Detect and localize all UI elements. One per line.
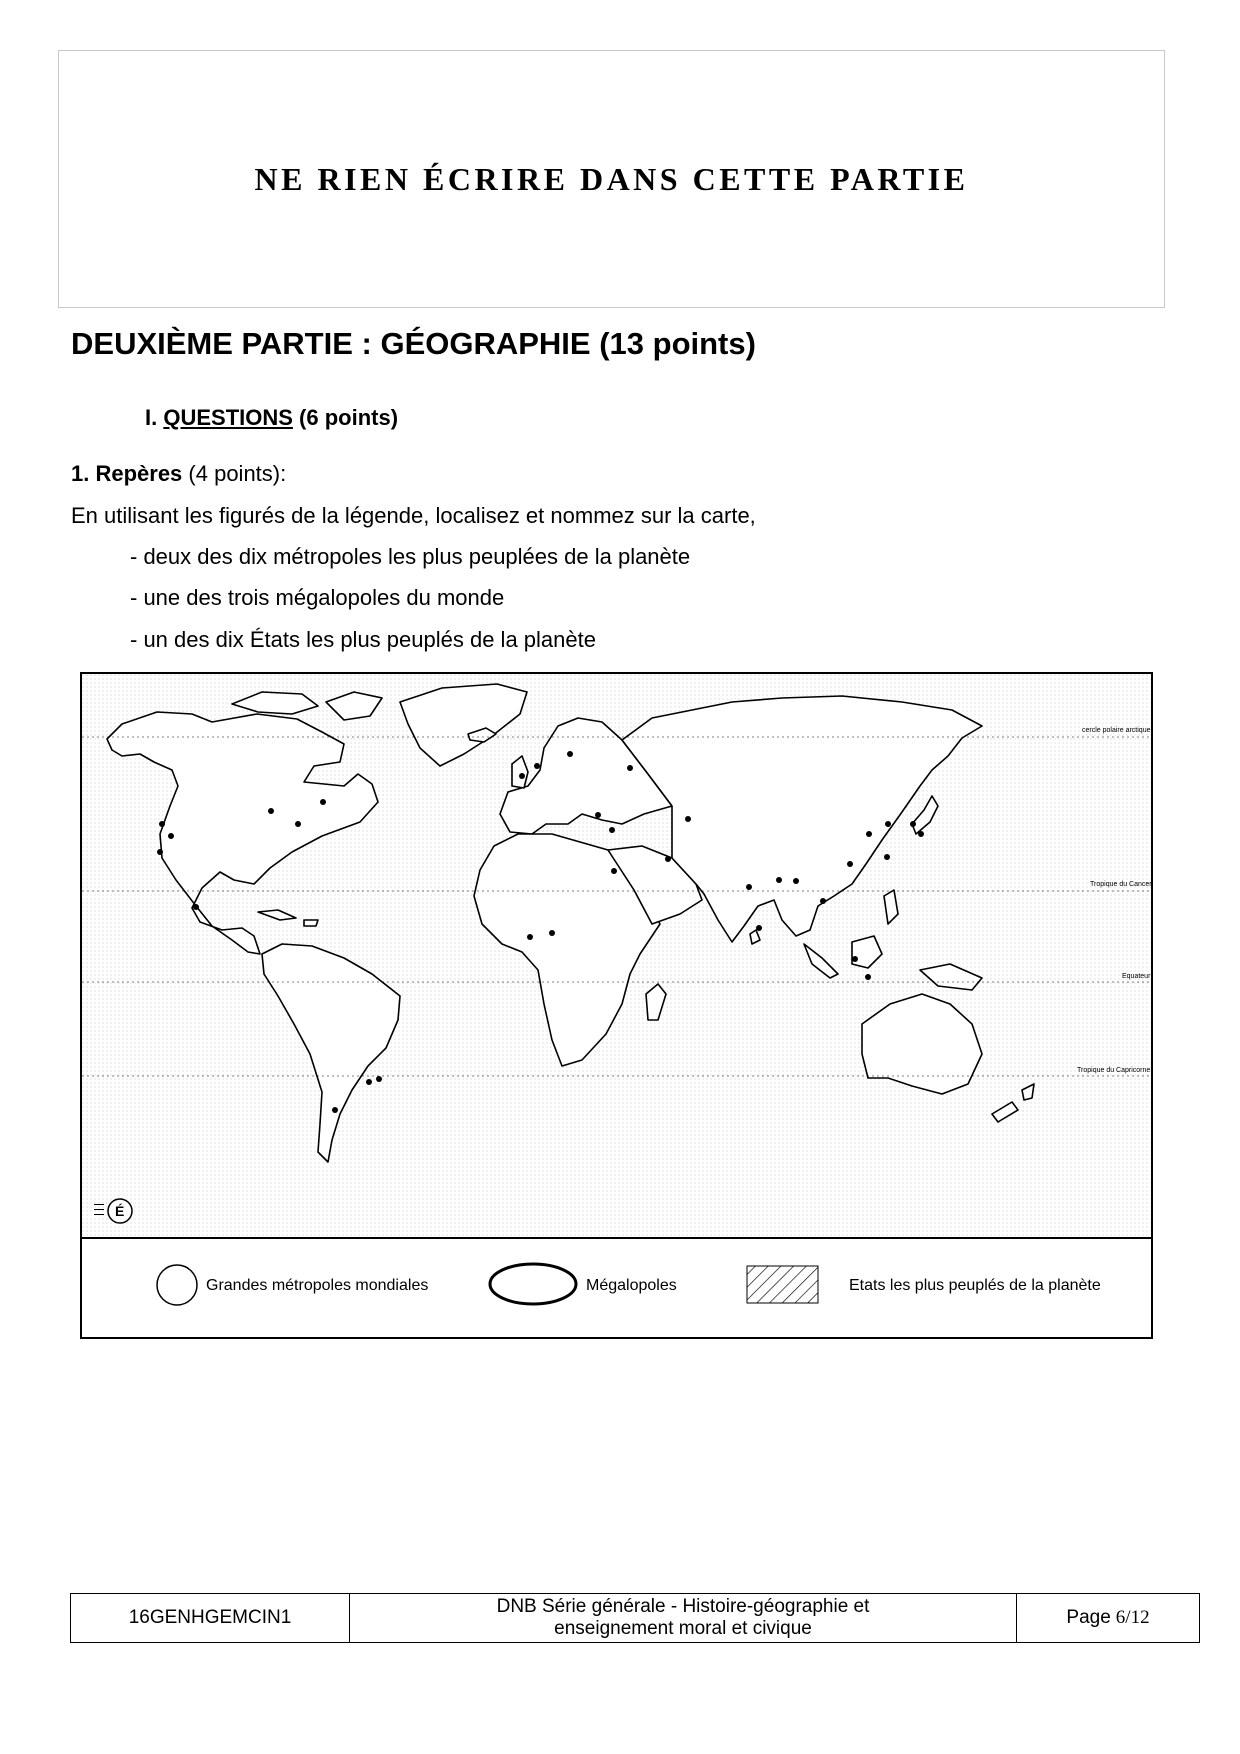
map-legend (82, 1239, 1151, 1337)
city-dot (852, 956, 858, 962)
city-dot (918, 831, 924, 837)
legend-etats-label: Etats les plus peuplés de la planète (849, 1277, 1101, 1294)
caribbean-island (304, 920, 318, 926)
city-dot (157, 849, 163, 855)
section-prefix: I. (145, 405, 164, 430)
city-dot (366, 1079, 372, 1085)
exam-title (350, 1594, 1017, 1642)
city-dot (527, 934, 533, 940)
city-dot (665, 856, 671, 862)
city-dot (595, 812, 601, 818)
question-item: - un des dix États les plus peuplés de la planète (130, 627, 596, 652)
city-dot (885, 821, 891, 827)
metropole-symbol (157, 1265, 197, 1305)
exam-title-line-1: DNB Série générale - Histoire-géographie et (496, 1596, 870, 1617)
part-title: DEUXIÈME PARTIE : GÉOGRAPHIE (13 points) (71, 326, 756, 361)
arctic-circle-label: cercle polaire arctique (1082, 727, 1151, 734)
city-dot (865, 974, 871, 980)
exam-title-line-2: enseignement moral et civique (554, 1618, 812, 1639)
tropic-cancer-label: Tropique du Cancer (1090, 881, 1151, 888)
svg-text:É: É (115, 1203, 125, 1219)
page-number (1017, 1594, 1199, 1642)
city-dot (910, 821, 916, 827)
city-dot (609, 827, 615, 833)
map-frame (80, 672, 1153, 1339)
question-points: (4 points): (182, 461, 287, 486)
city-dot (793, 878, 799, 884)
page-label: Page (1066, 1607, 1111, 1628)
city-dot (159, 821, 165, 827)
city-dot (866, 831, 872, 837)
city-dot (549, 930, 555, 936)
megalopole-symbol (490, 1264, 576, 1304)
question-instruction: En utilisant les figurés de la légende, localisez et nommez sur la carte, (71, 503, 756, 528)
populous-states-symbol (747, 1266, 818, 1303)
city-dot (884, 854, 890, 860)
city-dot (534, 763, 540, 769)
reserved-zone (58, 50, 1165, 308)
legend-megalopoles-label: Mégalopoles (586, 1277, 677, 1294)
city-dot (376, 1076, 382, 1082)
city-dot (627, 765, 633, 771)
question-number: 1. Repères (71, 461, 183, 486)
city-dot (567, 751, 573, 757)
city-dot (611, 868, 617, 874)
city-dot (685, 816, 691, 822)
section-heading (145, 405, 398, 431)
world-map-svg (82, 674, 1151, 1237)
reserved-notice: NE RIEN ÉCRIRE DANS CETTE PARTIE (254, 160, 969, 197)
question-title (71, 461, 286, 487)
section-title: QUESTIONS (163, 405, 293, 430)
city-dot (168, 833, 174, 839)
page-footer (70, 1593, 1200, 1643)
city-dot (746, 884, 752, 890)
page-number-value: 6/12 (1115, 1607, 1150, 1628)
city-dot (332, 1107, 338, 1113)
city-dot (820, 898, 826, 904)
section-points: (6 points) (292, 405, 399, 430)
city-dot (847, 861, 853, 867)
question-item: - une des trois mégalopoles du monde (130, 585, 505, 610)
city-dot (756, 925, 762, 931)
city-dot (776, 877, 782, 883)
world-map (82, 674, 1151, 1239)
exam-code: 16GENHGEMCIN1 (71, 1594, 350, 1642)
question-item: - deux des dix métropoles les plus peuplées de la planète (130, 544, 691, 569)
city-dot (295, 821, 301, 827)
equator-label: Equateur (1122, 973, 1151, 980)
legend-metropoles-label: Grandes métropoles mondiales (206, 1277, 429, 1294)
city-dot (268, 808, 274, 814)
city-dot (193, 904, 199, 910)
tropic-capricorn-label: Tropique du Capricorne (1077, 1067, 1151, 1074)
city-dot (320, 799, 326, 805)
city-dot (519, 773, 525, 779)
